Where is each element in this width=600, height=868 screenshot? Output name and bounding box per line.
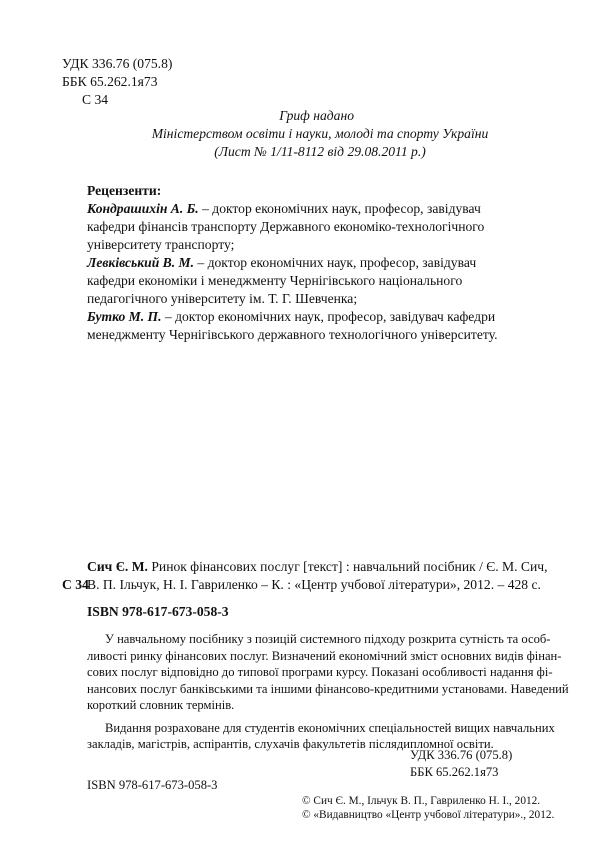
bbk-code: ББК 65.262.1я73 <box>410 764 499 779</box>
bbk-code: ББК 65.262.1я73 <box>62 74 158 89</box>
biblio-author-mark: С 34 <box>62 577 89 592</box>
annotation-line: закладів, магістрів, аспірантів, слухачів факультетів післядипломної освіти. <box>87 737 494 751</box>
reviewer-name: Бутко М. П. <box>87 309 162 324</box>
biblio-author: Сич Є. М. <box>87 559 148 574</box>
reviewer-name: Левківський В. М. <box>87 255 194 270</box>
annotation-line: Видання розраховане для студентів економічних спеціальностей вищих навчальних <box>105 720 555 735</box>
isbn-bottom: ISBN 978-617-673-058-3 <box>87 778 218 792</box>
udk-code: УДК 336.76 (075.8) <box>410 748 513 762</box>
annotation-line: сових послуг відповідно до типової програми курсу. Показані особливості надання фі- <box>87 665 553 679</box>
reviewers-section: Рецензенти: Кондрашихін А. Б. – доктор економічних наук, професор, завідувач кафедри фінансів транспорту Державного економіко-технологічного університету транспорту; Левківський В. М. – доктор економічних наук, професор, завідувач кафедри економіки і менеджменту Чернігівського національного педагогічного університету ім. Т. Г. Шевченка; Бутко М. П. – доктор економічних наук, професор, завідувач кафедри менеджменту Чернігівського державного технологічного університету. <box>87 182 557 344</box>
copyright <box>302 794 554 822</box>
reviewer-name: Кондрашихін А. Б. <box>87 201 199 216</box>
reviewers-heading: Рецензенти: <box>87 183 162 198</box>
copyright-authors: © Сич Є. М., Ільчук В. П., Гавриленко Н. І., 2012. <box>302 795 541 807</box>
annotation-line: нансових послуг банківськими та іншими фінансово-кредитними установами. Наведений <box>87 681 569 696</box>
udk-code: УДК 336.76 (075.8) <box>62 56 173 71</box>
reviewer-3: Бутко М. П. – доктор економічних наук, професор, завідувач кафедри <box>87 309 496 324</box>
annotation-line: ливості ринку фінансових послуг. Визначений економічний зміст основних видів фінан- <box>87 648 562 663</box>
reviewer-2: Левківський В. М. – доктор економічних наук, професор, завідувач <box>87 255 477 270</box>
copyright-publisher: © «Видавництво «Центр учбової літератури»., 2012. <box>302 809 555 821</box>
biblio-line-1: Сич Є. М. Ринок фінансових послуг [текст] : навчальний посібник / Є. М. Сич, <box>87 559 548 574</box>
author-mark: С 34 <box>82 92 109 107</box>
approval-ministry: Міністерством освіти і науки, молоді та спорту України <box>151 126 489 141</box>
annotation-line: У навчальному посібнику з позицій системного підходу розкрита сутність та особ- <box>105 632 551 646</box>
approval-letter: (Лист № 1/11-8112 від 29.08.2011 р.) <box>214 144 426 159</box>
reviewer-1: Кондрашихін А. Б. – доктор економічних наук, професор, завідувач <box>87 201 481 216</box>
isbn-main: ISBN 978-617-673-058-3 <box>87 604 229 619</box>
classification-bottom <box>410 747 512 780</box>
classification-top <box>62 55 172 109</box>
annotation <box>87 631 569 753</box>
approval-title: Гриф надано <box>279 108 354 123</box>
annotation-line: короткий словник термінів. <box>87 698 235 712</box>
biblio-line-2: В. П. Ільчук, Н. І. Гавриленко – К. : «Центр учбової літератури», 2012. – 428 с. <box>87 577 541 592</box>
